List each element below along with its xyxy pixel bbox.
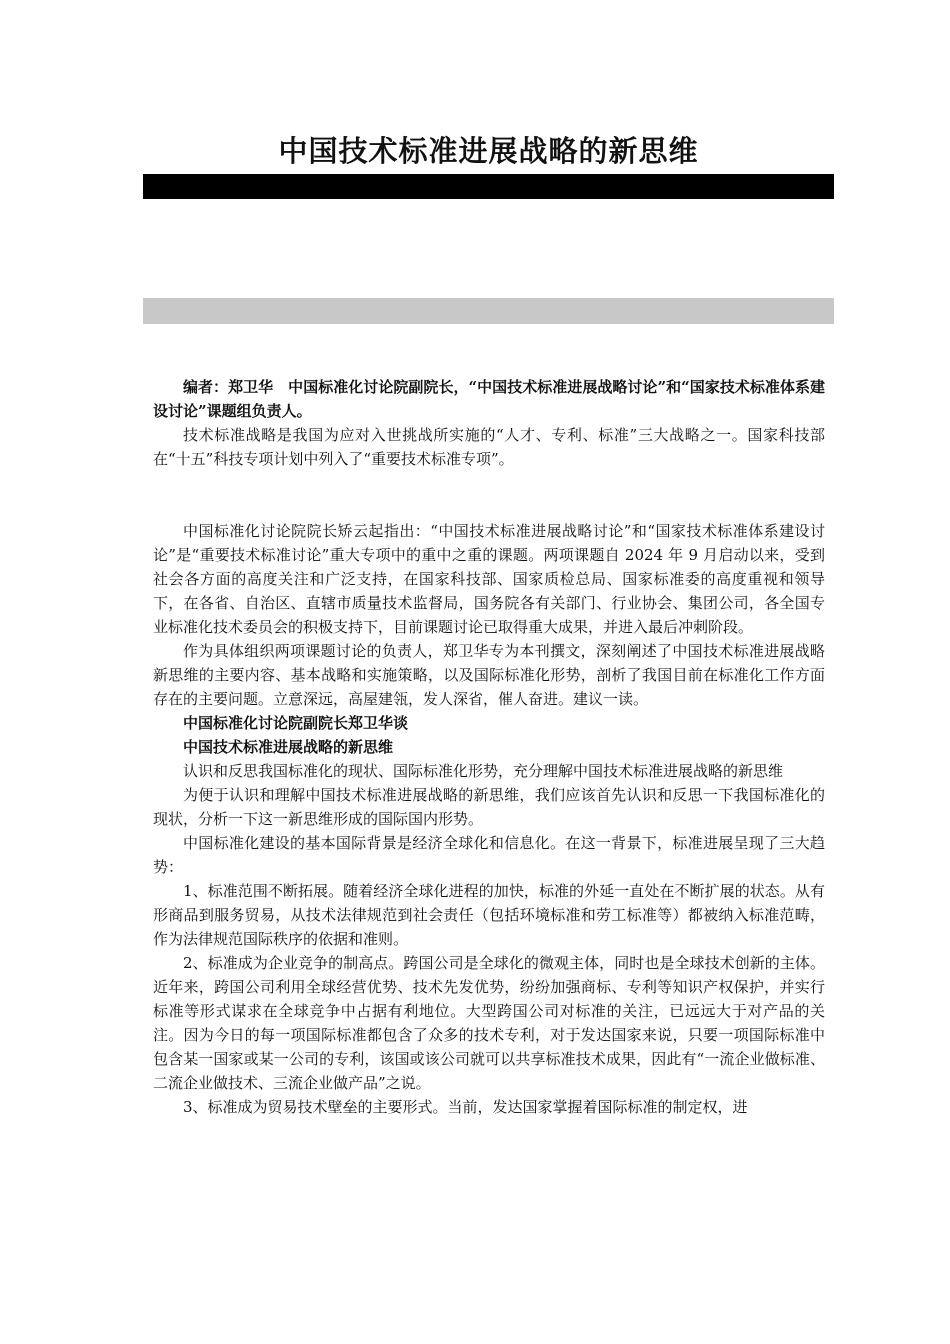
- body-paragraph: 为便于认识和理解中国技术标准进展战略的新思维，我们应该首先认识和反思一下我国标准化的现状，分析一下这一新思维形成的国际国内形势。: [153, 786, 825, 828]
- section-subheading: 中国技术标准进展战略的新思维: [183, 738, 394, 756]
- body-paragraph: 中国标准化讨论院院长矫云起指出：“中国技术标准进展战略讨论”和“国家技术标准体系建设讨论”是“重要技术标准讨论”重大专项中的重中之重的课题。两项课题自 2024 年 9 月启动以来，受到社会各方面的高度关注和广泛支持，在国家科技部、国家质检总局、国家标准委的高度重视和领导下，在各省、自治区、直辖市质量技术监督局，国务院各有关部门、行业协会、集团公司，各全国专业标准化技术委员会的积极支持下，目前课题讨论已取得重大成果，并进入最后冲刺阶段。: [153, 522, 825, 636]
- paragraph-gap: [153, 471, 825, 519]
- trend-item: 3、标准成为贸易技术壁垒的主要形式。当前，发达国家掌握着国际标准的制定权，进: [183, 1098, 748, 1116]
- trend-item: 2、标准成为企业竞争的制高点。跨国公司是全球化的微观主体，同时也是全球技术创新的主体。近年来，跨国公司利用全球经营优势、技术先发优势，纷纷加强商标、专利等知识产权保护，并实行标准等形式谋求在全球竞争中占据有利地位。大型跨国公司对标准的关注，已远远大于对产品的关注。因为今日的每一项国际标准都包含了众多的技术专利，对于发达国家来说，只要一项国际标准中包含某一国家或某一公司的专利，该国或该公司就可以共享标准技术成果，因此有“一流企业做标准、二流企业做技术、三流企业做产品”之说。: [153, 954, 825, 1092]
- body-paragraph: 认识和反思我国标准化的现状、国际标准化形势，充分理解中国技术标准进展战略的新思维: [183, 762, 784, 780]
- editor-note: 编者：郑卫华 中国标准化讨论院副院长，“中国技术标准进展战略讨论”和“国家技术标准体系建设讨论”课题组负责人。: [153, 378, 825, 420]
- section-heading: 中国标准化讨论院副院长郑卫华谈: [183, 714, 409, 732]
- trend-item: 1、标准范围不断拓展。随着经济全球化进程的加快，标准的外延一直处在不断扩展的状态。从有形商品到服务贸易，从技术法律规范到社会责任（包括环境标准和劳工标准等）都被纳入标准范畴，作为法律规范国际秩序的依据和准则。: [153, 882, 825, 948]
- title-underline-bar: [143, 174, 834, 199]
- article-body: [153, 375, 825, 1119]
- intro-paragraph: 技术标准战略是我国为应对入世挑战所实施的“人才、专利、标准”三大战略之一。国家科技部在“十五”科技专项计划中列入了“重要技术标准专项”。: [153, 426, 825, 468]
- grey-divider-bar: [143, 298, 834, 324]
- body-paragraph: 作为具体组织两项课题讨论的负责人，郑卫华专为本刊撰文，深刻阐述了中国技术标准进展战略新思维的主要内容、基本战略和实施策略，以及国际标准化形势，剖析了我国目前在标准化工作方面存在的主要问题。立意深远，高屋建瓴，发人深省，催人奋进。建议一读。: [153, 642, 825, 708]
- page-title: 中国技术标准进展战略的新思维: [278, 134, 699, 168]
- body-paragraph: 中国标准化建设的基本国际背景是经济全球化和信息化。在这一背景下，标准进展呈现了三大趋势：: [153, 834, 825, 876]
